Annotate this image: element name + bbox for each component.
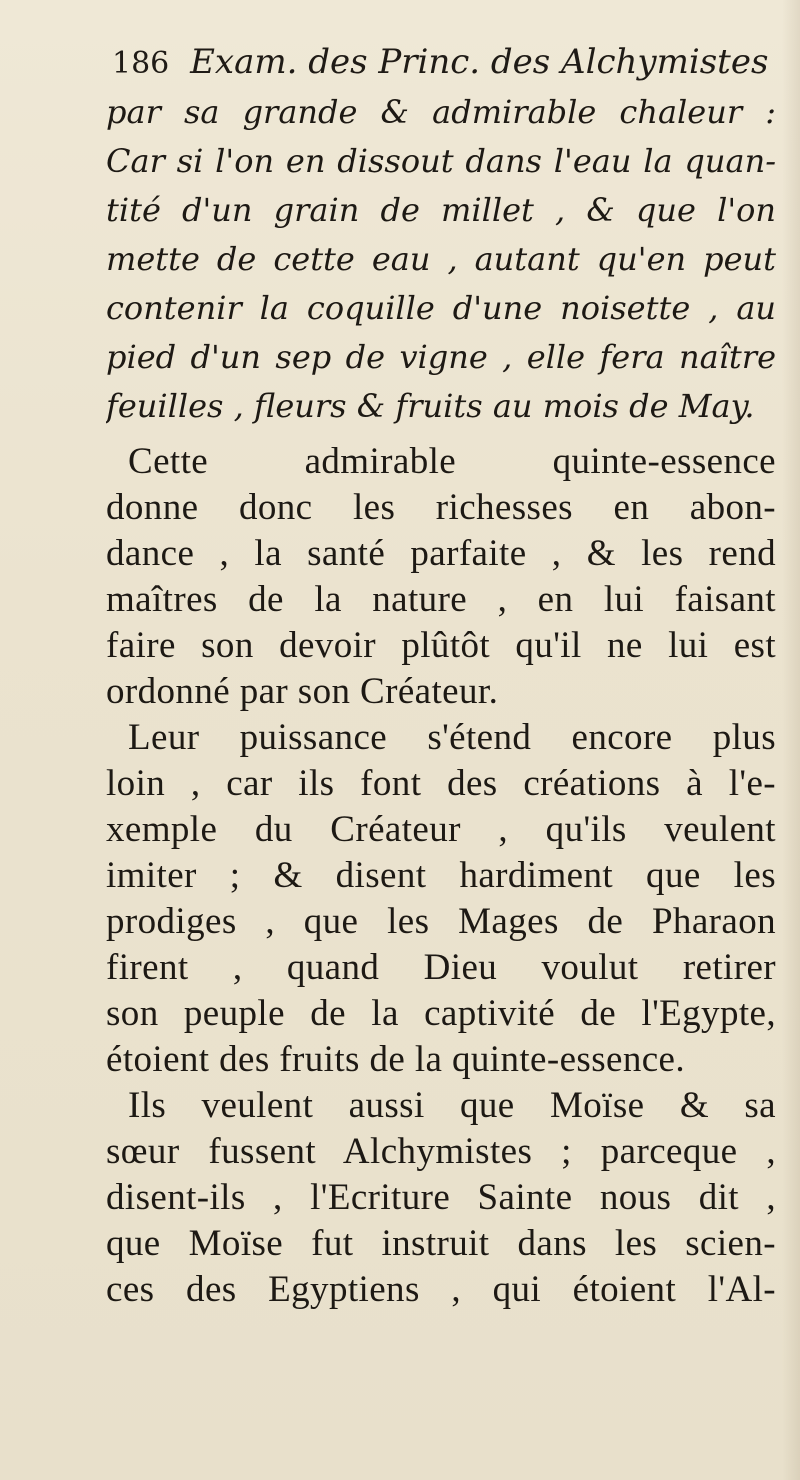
paragraph-first-line: Ils veulent aussi que Moïse & sa [128,1085,776,1126]
text-line: ordonné par son Créateur. [106,671,499,712]
text-line: faire son devoir plûtôt qu'il ne lui est [106,625,776,666]
text-line: sœur fussent Alchymistes ; parceque , [106,1131,776,1172]
text-line: xemple du Créateur , qu'ils veulent [106,809,776,850]
text-line: mette de cette eau , autant qu'en peut [106,240,776,278]
text-line: donne donc les richesses en abon- [106,487,776,528]
text-line: Car si l'on en dissout dans l'eau la quan- [106,142,776,180]
body-text [106,88,776,1313]
text-line: contenir la coquille d'une noisette , au [106,289,776,327]
text-line: firent , quand Dieu voulut retirer [106,947,776,988]
page-edge-shadow [782,0,800,1480]
text-line: pied d'un sep de vigne , elle fera naître [106,338,776,376]
text-line: loin , car ils font des créations à l'e- [106,763,776,804]
paragraph-first-line: Cette admirable quinte-essence [128,441,776,482]
spacer [106,431,776,439]
text-line: que Moïse fut instruit dans les scien- [106,1223,776,1264]
running-head-title: Exam. des Princ. des Alchymistes [190,42,769,82]
text-line: prodiges , que les Mages de Pharaon [106,901,776,942]
paragraph-first-line: Leur puissance s'étend encore plus [128,717,776,758]
text-line: feuilles , fleurs & fruits au mois de May. [106,387,755,425]
page-number: 186 [112,46,170,81]
text-line: tité d'un grain de millet , & que l'on [106,191,776,229]
text-line: imiter ; & disent hardiment que les [106,855,776,896]
text-line: maîtres de la nature , en lui faisant [106,579,776,620]
text-line: dance , la santé parfaite , & les rend [106,533,776,574]
text-line: ces des Egyptiens , qui étoient l'Al- [106,1269,776,1310]
text-line: disent-ils , l'Ecriture Sainte nous dit , [106,1177,776,1218]
text-line: son peuple de la captivité de l'Egypte, [106,993,776,1034]
text-line: par sa grande & admirable chaleur : [106,93,776,131]
running-head [112,42,772,88]
text-line: étoient des fruits de la quinte-essence. [106,1039,686,1080]
